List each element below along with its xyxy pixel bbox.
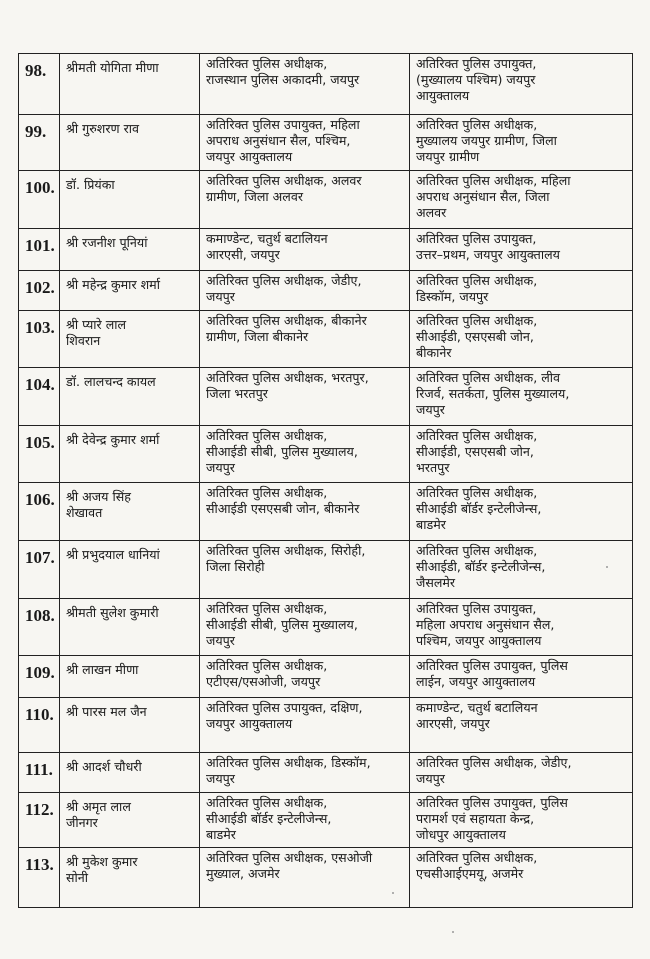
serial-number: 104. (19, 368, 60, 426)
serial-number: 112. (19, 793, 60, 848)
officer-name: श्री आदर्श चौधरी (60, 753, 200, 793)
current-posting: अतिरिक्त पुलिस अधीक्षक, एटीएस/एसओजी, जयपुर (200, 656, 410, 698)
current-posting: अतिरिक्त पुलिस उपायुक्त, दक्षिण, जयपुर आयुक्तालय (200, 698, 410, 753)
serial-number: 108. (19, 599, 60, 656)
table-row (19, 698, 633, 753)
table-row (19, 54, 633, 115)
new-posting: अतिरिक्त पुलिस अधीक्षक, सीआईडी, एसएसबी जोन, बीकानेर (410, 311, 633, 368)
serial-number: 109. (19, 656, 60, 698)
new-posting: अतिरिक्त पुलिस अधीक्षक, सीआईडी, बॉर्डर इन्टेलीजेन्स, जैसलमेर (410, 541, 633, 599)
current-posting: अतिरिक्त पुलिस अधीक्षक, बीकानेर ग्रामीण, जिला बीकानेर (200, 311, 410, 368)
officer-name: श्री लाखन मीणा (60, 656, 200, 698)
current-posting: कमाण्डेन्ट, चतुर्थ बटालियन आरएसी, जयपुर (200, 229, 410, 271)
table-row (19, 368, 633, 426)
paper-speck (452, 931, 454, 933)
table-row (19, 656, 633, 698)
paper-speck (392, 892, 394, 894)
officer-name: श्री रजनीश पूनियां (60, 229, 200, 271)
table-body (19, 54, 633, 908)
new-posting: अतिरिक्त पुलिस अधीक्षक, मुख्यालय जयपुर ग्रामीण, जिला जयपुर ग्रामीण (410, 115, 633, 171)
serial-number: 107. (19, 541, 60, 599)
transfer-table (18, 53, 633, 908)
current-posting: अतिरिक्त पुलिस अधीक्षक, डिस्कॉम, जयपुर (200, 753, 410, 793)
new-posting: अतिरिक्त पुलिस अधीक्षक, एचसीआईएमयू, अजमेर (410, 848, 633, 908)
paper-speck (606, 566, 608, 568)
new-posting: अतिरिक्त पुलिस उपायुक्त, पुलिस लाईन, जयपुर आयुक्तालय (410, 656, 633, 698)
current-posting: अतिरिक्त पुलिस अधीक्षक, जेडीए, जयपुर (200, 271, 410, 311)
new-posting: अतिरिक्त पुलिस उपायुक्त, उत्तर–प्रथम, जयपुर आयुक्तालय (410, 229, 633, 271)
serial-number: 110. (19, 698, 60, 753)
current-posting: अतिरिक्त पुलिस अधीक्षक, एसओजी मुख्याल, अजमेर (200, 848, 410, 908)
serial-number: 111. (19, 753, 60, 793)
new-posting: कमाण्डेन्ट, चतुर्थ बटालियन आरएसी, जयपुर (410, 698, 633, 753)
officer-name: श्री प्रभुदयाल धानियां (60, 541, 200, 599)
new-posting: अतिरिक्त पुलिस अधीक्षक, महिला अपराध अनुसंधान सैल, जिला अलवर (410, 171, 633, 229)
serial-number: 103. (19, 311, 60, 368)
new-posting: अतिरिक्त पुलिस अधीक्षक, सीआईडी, एसएसबी जोन, भरतपुर (410, 426, 633, 483)
serial-number: 105. (19, 426, 60, 483)
new-posting: अतिरिक्त पुलिस अधीक्षक, सीआईडी बॉर्डर इन्टेलीजेन्स, बाडमेर (410, 483, 633, 541)
serial-number: 106. (19, 483, 60, 541)
current-posting: अतिरिक्त पुलिस अधीक्षक, सीआईडी बॉर्डर इन्टेलीजेन्स, बाडमेर (200, 793, 410, 848)
table-row (19, 311, 633, 368)
officer-name: श्री अजय सिंह शेखावत (60, 483, 200, 541)
new-posting: अतिरिक्त पुलिस अधीक्षक, जेडीए, जयपुर (410, 753, 633, 793)
table-row (19, 115, 633, 171)
officer-name: डॉ. लालचन्द कायल (60, 368, 200, 426)
officer-name: श्री अमृत लाल जीनगर (60, 793, 200, 848)
officer-name: श्री मुकेश कुमार सोनी (60, 848, 200, 908)
officer-name: श्री देवेन्द्र कुमार शर्मा (60, 426, 200, 483)
new-posting: अतिरिक्त पुलिस उपायुक्त, महिला अपराध अनुसंधान सैल, पश्चिम, जयपुर आयुक्तालय (410, 599, 633, 656)
officer-name: श्री गुरुशरण राव (60, 115, 200, 171)
new-posting: अतिरिक्त पुलिस उपायुक्त, (मुख्यालय पश्चिम) जयपुर आयुक्तालय (410, 54, 633, 115)
serial-number: 99. (19, 115, 60, 171)
current-posting: अतिरिक्त पुलिस अधीक्षक, सिरोही, जिला सिरोही (200, 541, 410, 599)
table-row (19, 483, 633, 541)
table-row (19, 753, 633, 793)
new-posting: अतिरिक्त पुलिस उपायुक्त, पुलिस परामर्श एवं सहायता केन्द्र, जोधपुर आयुक्तालय (410, 793, 633, 848)
table-row (19, 171, 633, 229)
officer-name: श्री पारस मल जैन (60, 698, 200, 753)
current-posting: अतिरिक्त पुलिस अधीक्षक, सीआईडी सीबी, पुलिस मुख्यालय, जयपुर (200, 426, 410, 483)
table-row (19, 426, 633, 483)
current-posting: अतिरिक्त पुलिस अधीक्षक, सीआईडी एसएसबी जोन, बीकानेर (200, 483, 410, 541)
table-row (19, 599, 633, 656)
current-posting: अतिरिक्त पुलिस उपायुक्त, महिला अपराध अनुसंधान सैल, पश्चिम, जयपुर आयुक्तालय (200, 115, 410, 171)
table-row (19, 271, 633, 311)
current-posting: अतिरिक्त पुलिस अधीक्षक, भरतपुर, जिला भरतपुर (200, 368, 410, 426)
serial-number: 101. (19, 229, 60, 271)
serial-number: 113. (19, 848, 60, 908)
officer-name: श्री महेन्द्र कुमार शर्मा (60, 271, 200, 311)
officer-name: श्रीमती सुलेश कुमारी (60, 599, 200, 656)
table-row (19, 229, 633, 271)
serial-number: 100. (19, 171, 60, 229)
new-posting: अतिरिक्त पुलिस अधीक्षक, डिस्कॉम, जयपुर (410, 271, 633, 311)
current-posting: अतिरिक्त पुलिस अधीक्षक, सीआईडी सीबी, पुलिस मुख्यालय, जयपुर (200, 599, 410, 656)
current-posting: अतिरिक्त पुलिस अधीक्षक, राजस्थान पुलिस अकादमी, जयपुर (200, 54, 410, 115)
officer-name: श्री प्यारे लाल शिवरान (60, 311, 200, 368)
current-posting: अतिरिक्त पुलिस अधीक्षक, अलवर ग्रामीण, जिला अलवर (200, 171, 410, 229)
serial-number: 102. (19, 271, 60, 311)
serial-number: 98. (19, 54, 60, 115)
officer-name: श्रीमती योगिता मीणा (60, 54, 200, 115)
table-row (19, 848, 633, 908)
new-posting: अतिरिक्त पुलिस अधीक्षक, लीव रिजर्व, सतर्कता, पुलिस मुख्यालय, जयपुर (410, 368, 633, 426)
table-row (19, 793, 633, 848)
officer-name: डॉ. प्रियंका (60, 171, 200, 229)
table-row (19, 541, 633, 599)
